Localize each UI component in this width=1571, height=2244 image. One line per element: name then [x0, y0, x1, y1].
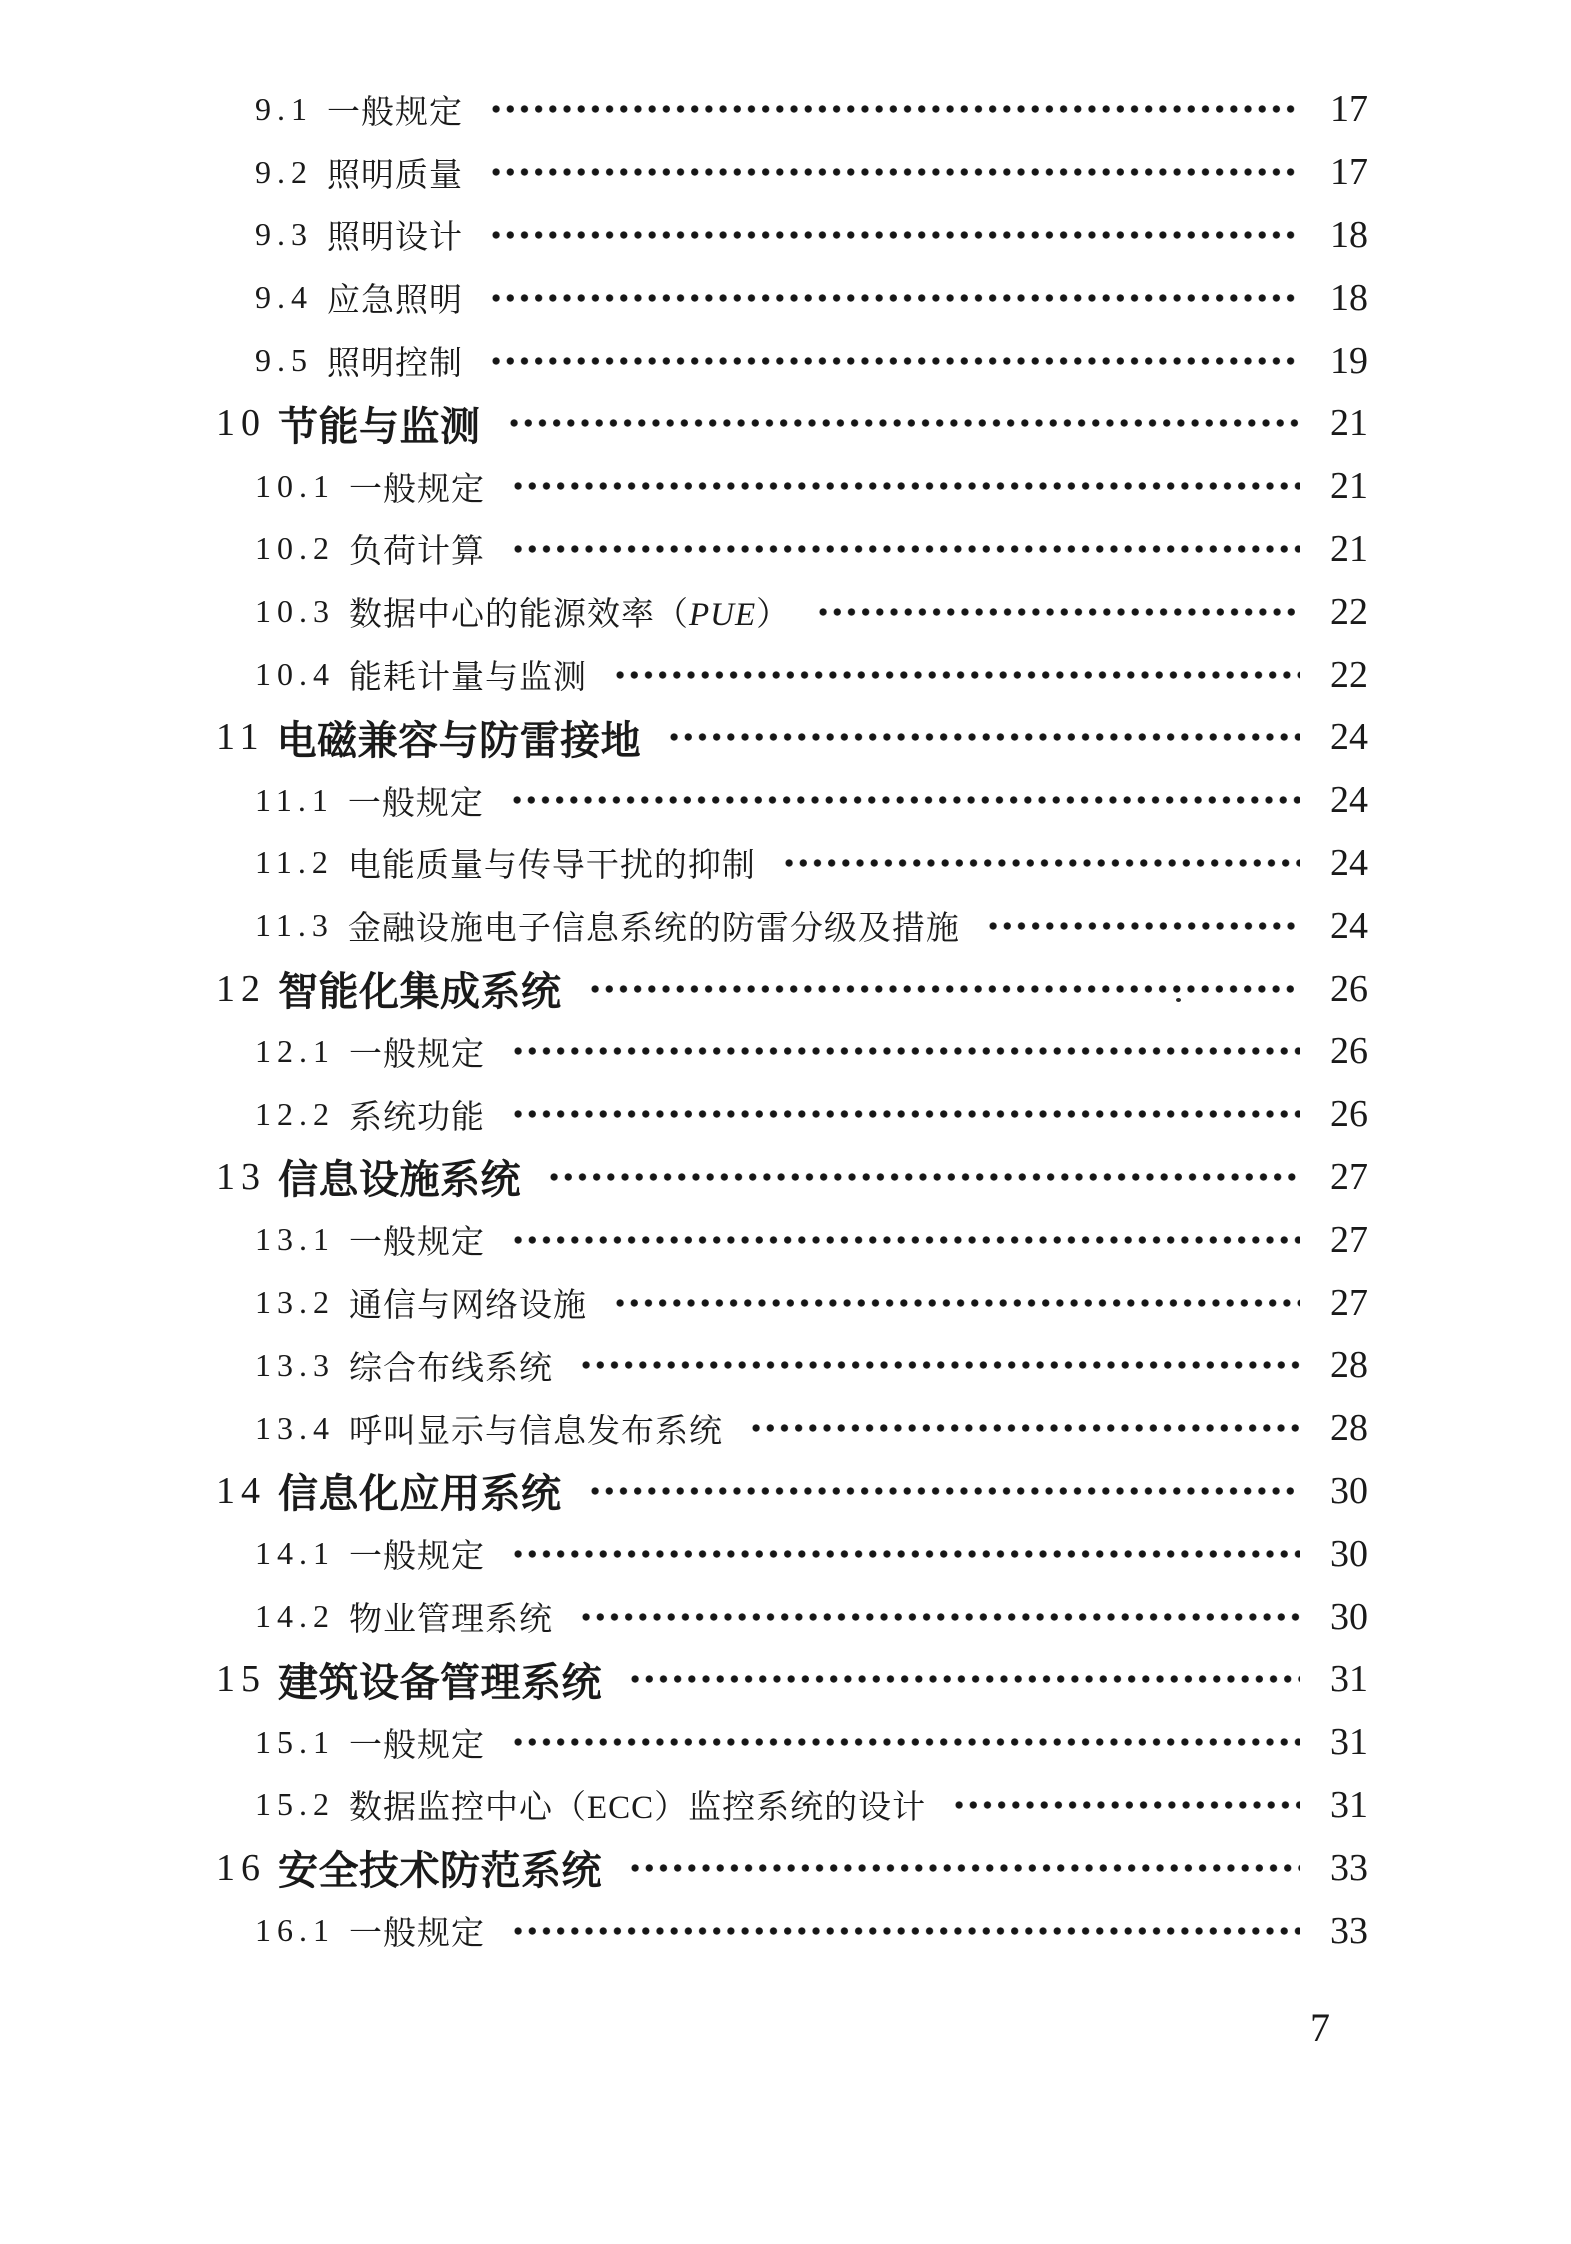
dot-leader — [489, 78, 1300, 141]
toc-entry-number: 9.1 — [255, 90, 313, 127]
toc-entry-number: 10 — [216, 402, 266, 445]
dot-leader — [511, 455, 1300, 518]
toc-entry-title: 能耗计量与监测 — [349, 660, 587, 697]
toc-entry-title: 数据监控中心（ECC）监控系统的设计 — [349, 1790, 927, 1827]
toc-entry-number: 11.2 — [255, 844, 334, 881]
toc-entry-page: 22 — [1330, 590, 1368, 633]
toc-list — [0, 78, 1571, 1962]
dot-leader — [489, 266, 1300, 329]
dot-leader — [613, 643, 1300, 706]
dot-leader — [489, 141, 1300, 204]
toc-entry-page: 28 — [1330, 1407, 1368, 1450]
toc-entry-number: 13.4 — [255, 1409, 335, 1446]
toc-entry-page: 18 — [1330, 276, 1368, 319]
toc-entry-title: 智能化集成系统 — [278, 969, 562, 1015]
toc-entry-page: 21 — [1330, 527, 1368, 570]
toc-entry-page: 33 — [1330, 1909, 1368, 1952]
toc-entry-title: 建筑设备管理系统 — [278, 1659, 602, 1705]
toc-entry-page: 30 — [1330, 1595, 1368, 1638]
toc-entry-page: 31 — [1330, 1721, 1368, 1764]
toc-entry-page: 27 — [1330, 1155, 1368, 1198]
toc-entry — [0, 1648, 1571, 1711]
dot-leader — [613, 1271, 1300, 1334]
toc-entry — [0, 1836, 1571, 1899]
toc-entry-number: 13 — [216, 1155, 266, 1198]
toc-entry — [0, 1899, 1571, 1962]
toc-entry-title: 通信与网络设施 — [349, 1288, 587, 1325]
page-number: 7 — [1310, 2005, 1330, 2050]
toc-entry-title: 一般规定 — [347, 785, 484, 822]
toc-entry — [0, 392, 1571, 455]
toc-entry-page: 17 — [1330, 151, 1368, 194]
toc-entry-number: 11.3 — [255, 907, 334, 944]
toc-entry-number: 13.2 — [255, 1284, 335, 1321]
toc-entry-page: 27 — [1330, 1218, 1368, 1261]
toc-entry — [0, 1397, 1571, 1460]
dot-leader — [547, 1146, 1300, 1209]
toc-entry — [0, 1774, 1571, 1837]
toc-entry-title: 节能与监测 — [278, 403, 481, 449]
dot-leader — [511, 1083, 1300, 1146]
toc-entry-title: 物业管理系统 — [349, 1602, 553, 1639]
toc-entry — [0, 832, 1571, 895]
dot-leader — [489, 204, 1300, 267]
toc-entry-page: 24 — [1330, 904, 1368, 947]
dot-leader — [579, 1334, 1300, 1397]
toc-entry-number: 14 — [216, 1469, 266, 1512]
toc-entry-number: 15.1 — [255, 1723, 335, 1760]
toc-entry-title: 照明控制 — [327, 346, 463, 383]
toc-entry — [0, 266, 1571, 329]
toc-entry — [0, 643, 1571, 706]
toc-entry — [0, 518, 1571, 581]
italic-term: PUE — [689, 597, 757, 634]
dot-leader — [628, 1648, 1300, 1711]
toc-entry-title: 一般规定 — [349, 1036, 485, 1073]
toc-entry-number: 12 — [216, 967, 266, 1010]
toc-entry-title: 照明质量 — [327, 157, 463, 194]
toc-entry-page: 33 — [1330, 1846, 1368, 1889]
toc-entry-number: 10.4 — [255, 656, 335, 693]
toc-entry-number: 14.1 — [255, 1535, 335, 1572]
toc-entry-title: 一般规定 — [349, 1916, 485, 1952]
toc-entry-title: 一般规定 — [349, 1727, 485, 1764]
toc-entry-number: 9.5 — [255, 342, 313, 379]
toc-entry-number: 12.1 — [255, 1032, 335, 1069]
dot-leader — [511, 1711, 1300, 1774]
toc-entry-number: 15.2 — [255, 1786, 335, 1823]
toc-entry-number: 12.2 — [255, 1095, 335, 1132]
toc-entry-title: 系统功能 — [349, 1099, 485, 1136]
toc-entry — [0, 894, 1571, 957]
toc-entry-number: 10.2 — [255, 530, 335, 567]
dot-leader — [510, 769, 1300, 832]
toc-entry-page: 26 — [1330, 1030, 1368, 1073]
dot-leader — [511, 1899, 1300, 1962]
dot-leader — [507, 392, 1301, 455]
toc-entry-title: 安全技术防范系统 — [278, 1848, 602, 1894]
toc-entry-number: 10.3 — [255, 593, 335, 630]
toc-entry-number: 9.2 — [255, 153, 313, 190]
dot-leader — [749, 1397, 1300, 1460]
toc-entry-page: 26 — [1330, 967, 1368, 1010]
toc-entry-title: 呼叫显示与信息发布系统 — [349, 1413, 723, 1450]
toc-entry-page: 30 — [1330, 1469, 1368, 1512]
toc-entry — [0, 1146, 1571, 1209]
toc-entry — [0, 1271, 1571, 1334]
toc-entry — [0, 78, 1571, 141]
toc-entry-title: 数据中心的能源效率（PUE） — [349, 597, 791, 634]
toc-entry — [0, 957, 1571, 1020]
toc-entry-title: 应急照明 — [327, 283, 463, 320]
toc-entry-title: 信息设施系统 — [278, 1157, 521, 1203]
toc-entry-number: 9.4 — [255, 279, 313, 316]
toc-entry-title: 电磁兼容与防雷接地 — [276, 717, 642, 763]
dot-leader — [511, 1208, 1300, 1271]
dot-leader — [667, 706, 1300, 769]
toc-entry-number: 11 — [216, 716, 265, 759]
toc-entry-page: 21 — [1330, 465, 1368, 508]
toc-entry-page: 24 — [1330, 716, 1368, 759]
toc-entry-page: 22 — [1330, 653, 1368, 696]
toc-entry-page: 28 — [1330, 1344, 1368, 1387]
toc-entry-page: 18 — [1330, 213, 1368, 256]
dot-leader — [588, 1460, 1301, 1523]
toc-entry — [0, 1460, 1571, 1523]
toc-entry — [0, 141, 1571, 204]
toc-entry-title: 电能质量与传导干扰的抑制 — [347, 848, 756, 885]
scan-artifact-dot — [1176, 998, 1181, 1002]
toc-entry — [0, 1208, 1571, 1271]
toc-entry-title: 一般规定 — [349, 1539, 485, 1576]
toc-entry — [0, 769, 1571, 832]
toc-entry-page: 19 — [1330, 339, 1368, 382]
toc-entry — [0, 1334, 1571, 1397]
toc-entry-title: 一般规定 — [327, 94, 463, 131]
toc-entry-page: 26 — [1330, 1093, 1368, 1136]
toc-entry-number: 9.3 — [255, 216, 313, 253]
toc-entry-page: 17 — [1330, 88, 1368, 131]
toc-entry — [0, 580, 1571, 643]
toc-entry — [0, 1711, 1571, 1774]
dot-leader — [489, 329, 1300, 392]
toc-entry — [0, 204, 1571, 267]
toc-entry-page: 24 — [1330, 779, 1368, 822]
toc-entry — [0, 455, 1571, 518]
toc-entry-title: 照明设计 — [327, 220, 463, 257]
toc-entry-number: 16 — [216, 1846, 266, 1889]
toc-entry-page: 31 — [1330, 1658, 1368, 1701]
dot-leader — [952, 1774, 1300, 1837]
toc-entry-number: 13.3 — [255, 1346, 335, 1383]
toc-entry-title: 一般规定 — [349, 1225, 485, 1262]
toc-entry-page: 27 — [1330, 1281, 1368, 1324]
toc-entry — [0, 1020, 1571, 1083]
toc-entry-number: 14.2 — [255, 1598, 335, 1635]
toc-entry-title: 金融设施电子信息系统的防雷分级及措施 — [347, 911, 960, 948]
toc-entry-number: 10.1 — [255, 467, 335, 504]
dot-leader — [782, 832, 1300, 895]
toc-entry-page: 21 — [1330, 402, 1368, 445]
toc-entry — [0, 1083, 1571, 1146]
toc-entry-page: 24 — [1330, 841, 1368, 884]
toc-entry-title: 信息化应用系统 — [278, 1471, 562, 1517]
toc-entry-page: 31 — [1330, 1783, 1368, 1826]
toc-entry-title: 一般规定 — [349, 471, 485, 508]
dot-leader — [588, 957, 1301, 1020]
toc-entry — [0, 706, 1571, 769]
toc-entry — [0, 329, 1571, 392]
dot-leader — [986, 894, 1300, 957]
dot-leader — [628, 1836, 1300, 1899]
toc-entry-title: 综合布线系统 — [349, 1350, 553, 1387]
toc-entry-number: 15 — [216, 1658, 266, 1701]
toc-entry-number: 11.1 — [255, 781, 334, 818]
toc-entry-number: 16.1 — [255, 1912, 335, 1948]
toc-entry — [0, 1522, 1571, 1585]
dot-leader — [511, 1020, 1300, 1083]
dot-leader — [511, 518, 1300, 581]
toc-entry-page: 30 — [1330, 1532, 1368, 1575]
toc-entry-number: 13.1 — [255, 1221, 335, 1258]
toc-entry-title: 负荷计算 — [349, 534, 485, 571]
dot-leader — [511, 1522, 1300, 1585]
dot-leader — [816, 580, 1300, 643]
dot-leader — [579, 1585, 1300, 1648]
toc-entry — [0, 1585, 1571, 1648]
